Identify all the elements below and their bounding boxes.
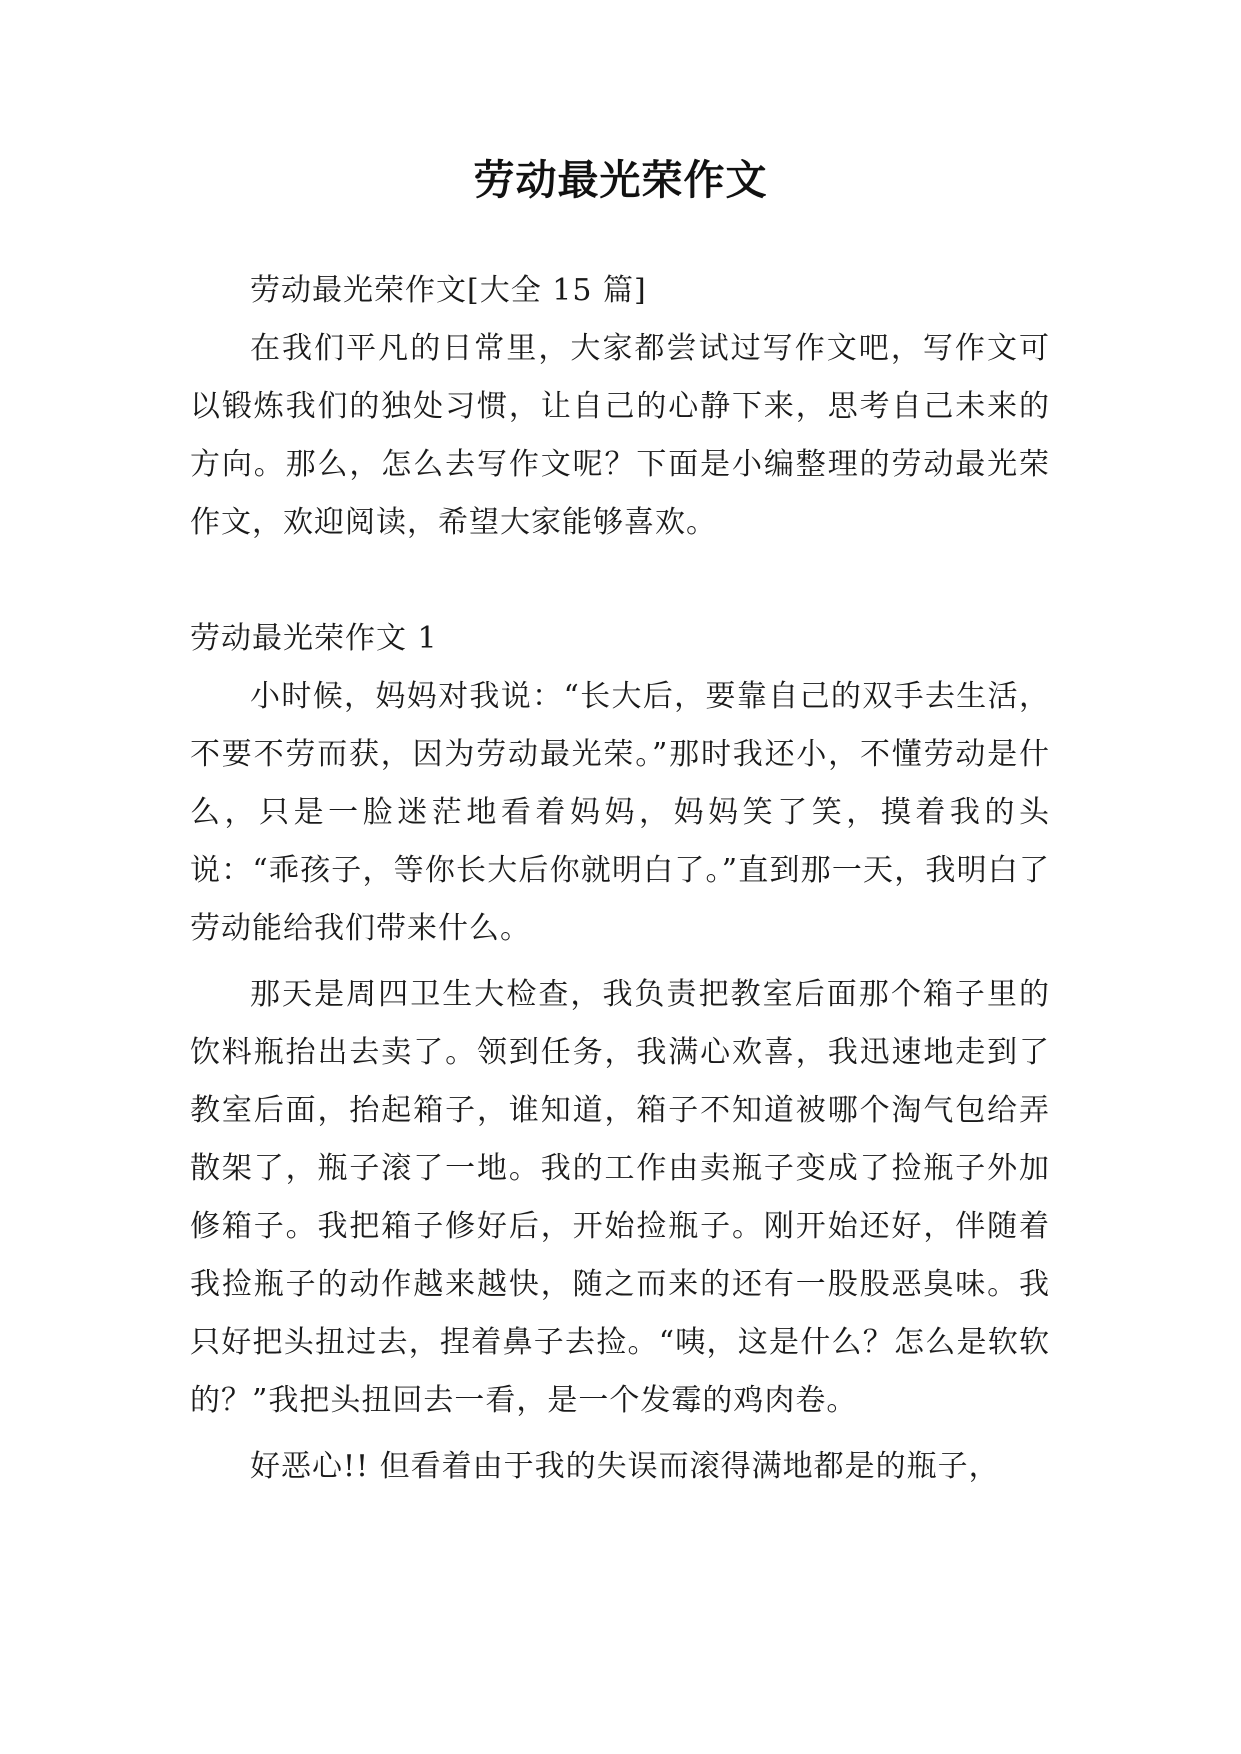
paragraph-spacer: [190, 1430, 1050, 1438]
section-heading: 劳动最光荣作文 1: [190, 621, 438, 656]
body-paragraph: 那天是周四卫生大检查，我负责把教室后面那个箱子里的饮料瓶抬出去卖了。领到任务，我满心欢喜，我迅速地走到了教室后面，抬起箱子，谁知道，箱子不知道被哪个淘气包给弄散架了，瓶子滚了一地。我的工作由卖瓶子变成了捡瓶子外加修箱子。我把箱子修好后，开始捡瓶子。刚开始还好，伴随着我捡瓶子的动作越来越快，随之而来的还有一股股恶臭味。我只好把头扭过去，捏着鼻子去捡。“咦，这是什么？怎么是软软的？”我把头扭回去一看，是一个发霉的鸡肉卷。: [190, 977, 1050, 1418]
document-body: [190, 262, 1050, 1496]
paragraph-spacer: [190, 958, 1050, 966]
body-paragraph: 好恶心!! 但看着由于我的失误而滚得满地都是的瓶子，: [250, 1449, 1000, 1484]
intro-paragraph: 在我们平凡的日常里，大家都尝试过写作文吧，写作文可以锻炼我们的独处习惯，让自己的心静下来，思考自己未来的方向。那么，怎么去写作文呢？下面是小编整理的劳动最光荣作文，欢迎阅读，希望大家能够喜欢。: [190, 331, 1050, 540]
document-title: 劳动最光荣作文: [473, 156, 768, 204]
document-subtitle: 劳动最光荣作文[大全 15 篇]: [250, 273, 647, 308]
section-spacer: [190, 552, 1050, 610]
body-paragraph: 小时候，妈妈对我说：“长大后，要靠自己的双手去生活，不要不劳而获，因为劳动最光荣。”那时我还小，不懂劳动是什么，只是一脸迷茫地看着妈妈，妈妈笑了笑，摸着我的头说：“乖孩子，等你长大后你就明白了。”直到那一天，我明白了劳动能给我们带来什么。: [190, 679, 1050, 946]
